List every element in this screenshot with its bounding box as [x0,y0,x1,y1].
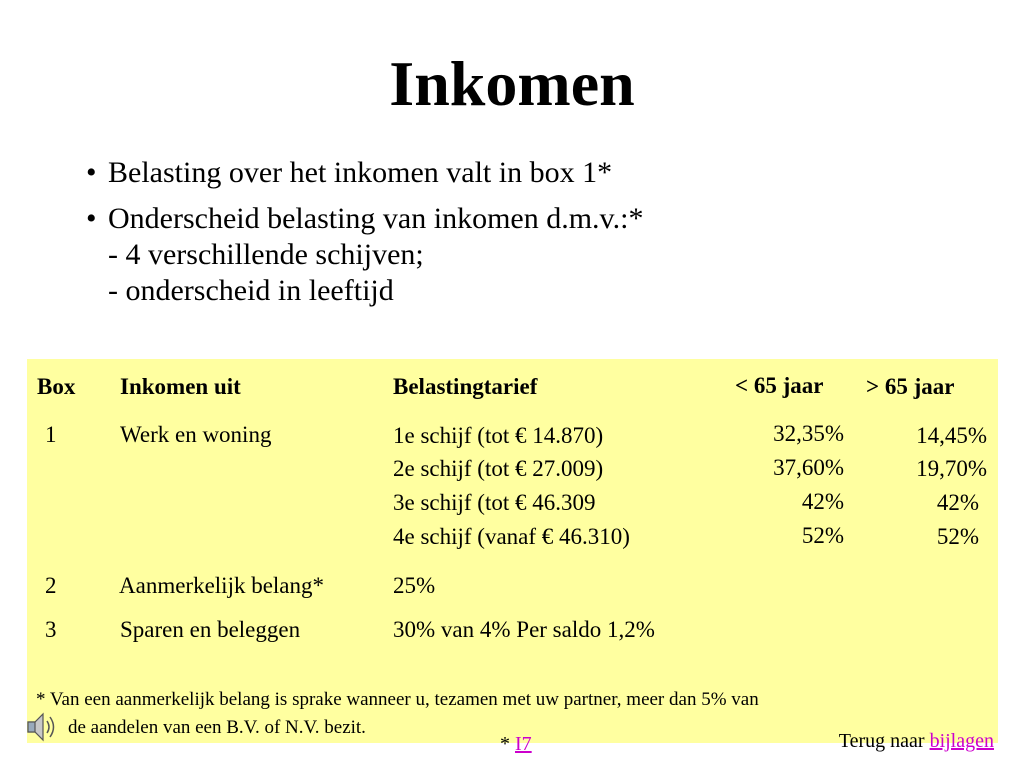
back-navigation [839,728,994,754]
speaker-icon[interactable] [24,710,60,744]
bullet-item [86,201,643,309]
row-rate: 25% [393,573,436,598]
row-box-number: 3 [45,617,57,642]
reference-note [500,731,532,757]
row-box-number: 2 [45,573,57,598]
bullet-text: Belasting over het inkomen valt in box 1* [108,156,613,189]
bullet-dot: • [86,202,97,235]
bracket-rate: 3e schijf (tot € 46.309 [393,490,596,515]
row-income-source: Aanmerkelijk belang* [119,573,325,598]
header-box: Box [37,374,76,399]
bracket-rate: 4e schijf (vanaf € 46.310) [393,524,630,549]
page-title: Inkomen [389,48,635,119]
back-prefix: Terug naar [838,730,930,752]
header-inkomen: Inkomen uit [120,374,241,399]
bullet-dot: • [86,156,97,189]
row-income-source: Sparen en beleggen [120,617,301,642]
bracket-rate: 1e schijf (tot € 14.870) [393,423,604,448]
bullet-item [86,155,643,191]
row-income-source: Werk en woning [120,422,272,447]
header-under-65: < 65 jaar [735,373,824,398]
bracket-rate: 2e schijf (tot € 27.009) [393,456,604,481]
reference-prefix: * [500,733,515,755]
footnote [36,686,759,742]
rate-under-65: 42% [801,489,844,514]
rate-under-65: 52% [801,523,844,548]
rate-over-65: 14,45% [916,423,987,448]
bullet-text: Onderscheid belasting van inkomen d.m.v.:* [108,202,644,235]
bullet-subline: - 4 verschillende schijven; [108,238,424,271]
rate-over-65: 19,70% [916,456,987,481]
rate-over-65: 42% [936,490,979,515]
row-box-number: 1 [45,422,57,447]
row-rate: 30% van 4% Per saldo 1,2% [393,617,655,642]
rate-under-65: 37,60% [773,455,844,480]
rate-under-65: 32,35% [773,421,844,446]
footnote-line: * Van een aanmerkelijk belang is sprake wanneer u, tezamen met uw partner, meer dan 5% van [36,689,759,710]
rate-over-65: 52% [936,524,979,549]
bullet-subline: - onderscheid in leeftijd [108,274,394,307]
header-over-65: > 65 jaar [866,374,955,399]
footnote-line: de aandelen van een B.V. of N.V. bezit. [68,717,366,738]
bullet-list [86,155,643,319]
header-tarief: Belastingtarief [393,374,538,399]
reference-link[interactable]: I7 [515,733,532,755]
bijlagen-link[interactable]: bijlagen [929,730,994,752]
